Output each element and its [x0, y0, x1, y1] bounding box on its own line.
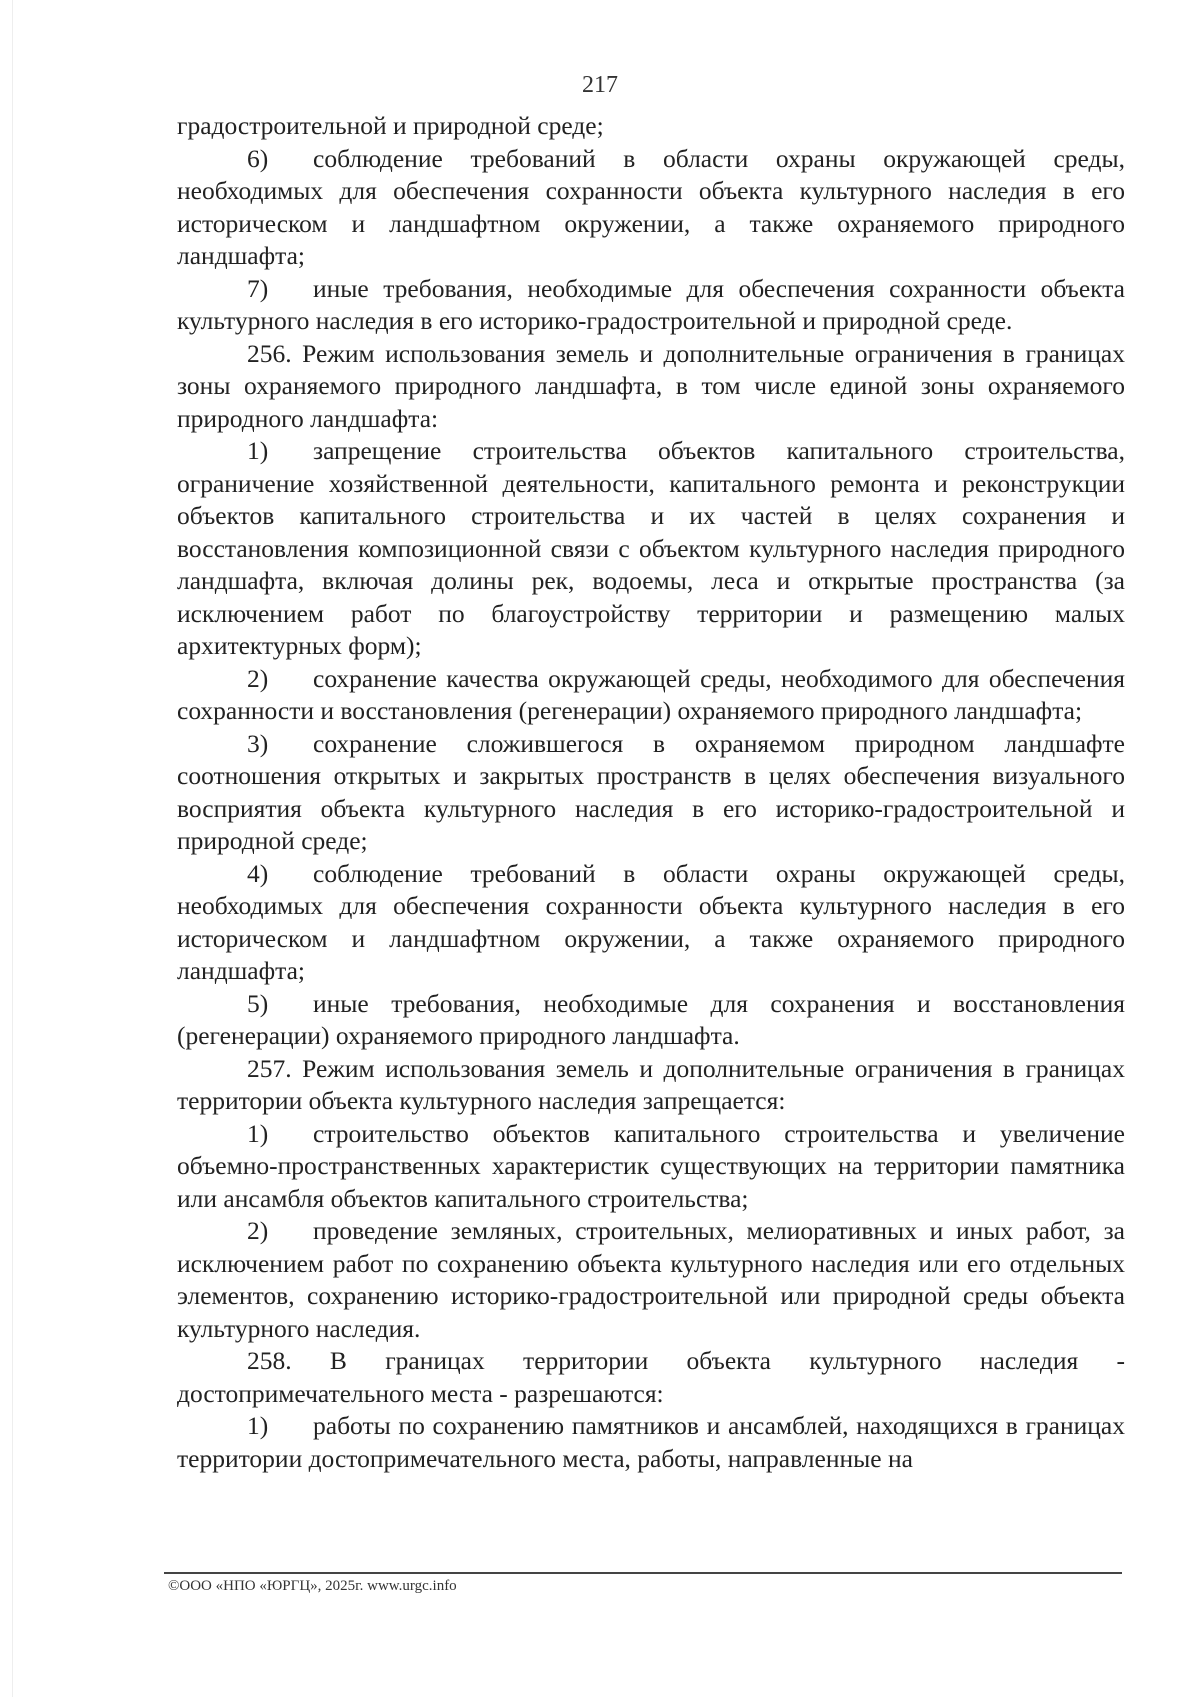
list-item-number: 6)	[247, 143, 269, 173]
list-item-text: соблюдение требований в области охраны окружающей среды, необходимых для обеспечения сохранности объекта культурного наследия в его историческом и ландшафтном окружении, а также охраняемого природного ландшафта;	[177, 858, 1125, 985]
list-item-text: проведение земляных, строительных, мелиоративных и иных работ, за исключением работ по сохранению объекта культурного наследия или его отдельных элементов, сохранению историко-градостроительной или природной среды объекта культурного наследия.	[177, 1216, 1125, 1343]
clause-256: 256. Режим использования земель и дополнительные ограничения в границах зоны охраняемого природного ландшафта, в том числе единой зоны охраняемого природного ландшафта:	[177, 338, 1125, 433]
list-item-number: 1)	[247, 1411, 269, 1440]
list-item	[177, 1215, 1125, 1345]
list-item-number: 7)	[247, 273, 269, 303]
list-item	[177, 143, 1125, 273]
scan-edge-line	[12, 0, 13, 1697]
list-item-text: иные требования, необходимые для сохранения и восстановления (регенерации) охраняемого природного ландшафта.	[177, 988, 1125, 1050]
list-item-number: 2)	[247, 663, 269, 693]
document-body	[177, 110, 1125, 1475]
list-item-text: строительство объектов капитального строительства и увеличение объемно-пространственных характеристик существующих на территории памятника или ансамбля объектов капитального строительства;	[177, 1118, 1125, 1213]
list-item	[177, 728, 1125, 858]
list-item	[177, 273, 1125, 338]
list-item-text: сохранение качества окружающей среды, необходимого для обеспечения сохранности и восстановления (регенерации) охраняемого природного ландшафта;	[177, 663, 1125, 725]
clause-257: 257. Режим использования земель и дополнительные ограничения в границах территории объекта культурного наследия запрещается:	[177, 1053, 1125, 1115]
page-number: 217	[582, 72, 618, 98]
list-item-text: сохранение сложившегося в охраняемом природном ландшафте соотношения открытых и закрытых пространств в целях обеспечения визуального восприятия объекта культурного наследия в его историко-градостроительной и природной среде;	[177, 728, 1125, 855]
list-item-number: 1)	[247, 436, 269, 465]
list-item-number: 3)	[247, 728, 269, 758]
paragraph-continuation: градостроительной и природной среде;	[177, 111, 604, 140]
list-item	[177, 1410, 1125, 1475]
list-item-number: 4)	[247, 858, 269, 888]
list-item	[177, 988, 1125, 1053]
footer-divider	[164, 1572, 1122, 1574]
list-item-text: иные требования, необходимые для обеспечения сохранности объекта культурного наследия в его историко-градостроительной и природной среде.	[177, 273, 1125, 335]
list-item-text: запрещение строительства объектов капитального строительства, ограничение хозяйственной деятельности, капитального ремонта и реконструкции объектов капитального строительства и их частей в целях сохранения и восстановления композиционной связи с объектом культурного наследия природного ландшафта, включая долины рек, водоемы, леса и открытые пространства (за исключением работ по благоустройству территории и размещению малых архитектурных форм);	[177, 436, 1125, 660]
footer-copyright: ©ООО «НПО «ЮРГЦ», 2025г. www.urgc.info	[168, 1578, 457, 1594]
list-item-text: соблюдение требований в области охраны окружающей среды, необходимых для обеспечения сохранности объекта культурного наследия в его историческом и ландшафтном окружении, а также охраняемого природного ландшафта;	[177, 143, 1125, 270]
list-item	[177, 663, 1125, 728]
list-item-number: 5)	[247, 988, 269, 1018]
list-item-number: 1)	[247, 1118, 269, 1148]
list-item-number: 2)	[247, 1216, 269, 1245]
list-item	[177, 435, 1125, 663]
list-item	[177, 1118, 1125, 1216]
clause-258: 258. В границах территории объекта культурного наследия - достопримечательного места - разрешаются:	[177, 1346, 1125, 1408]
list-item	[177, 858, 1125, 988]
list-item-text: работы по сохранению памятников и ансамблей, находящихся в границах территории достопримечательного места, работы, направленные на	[177, 1411, 1125, 1473]
